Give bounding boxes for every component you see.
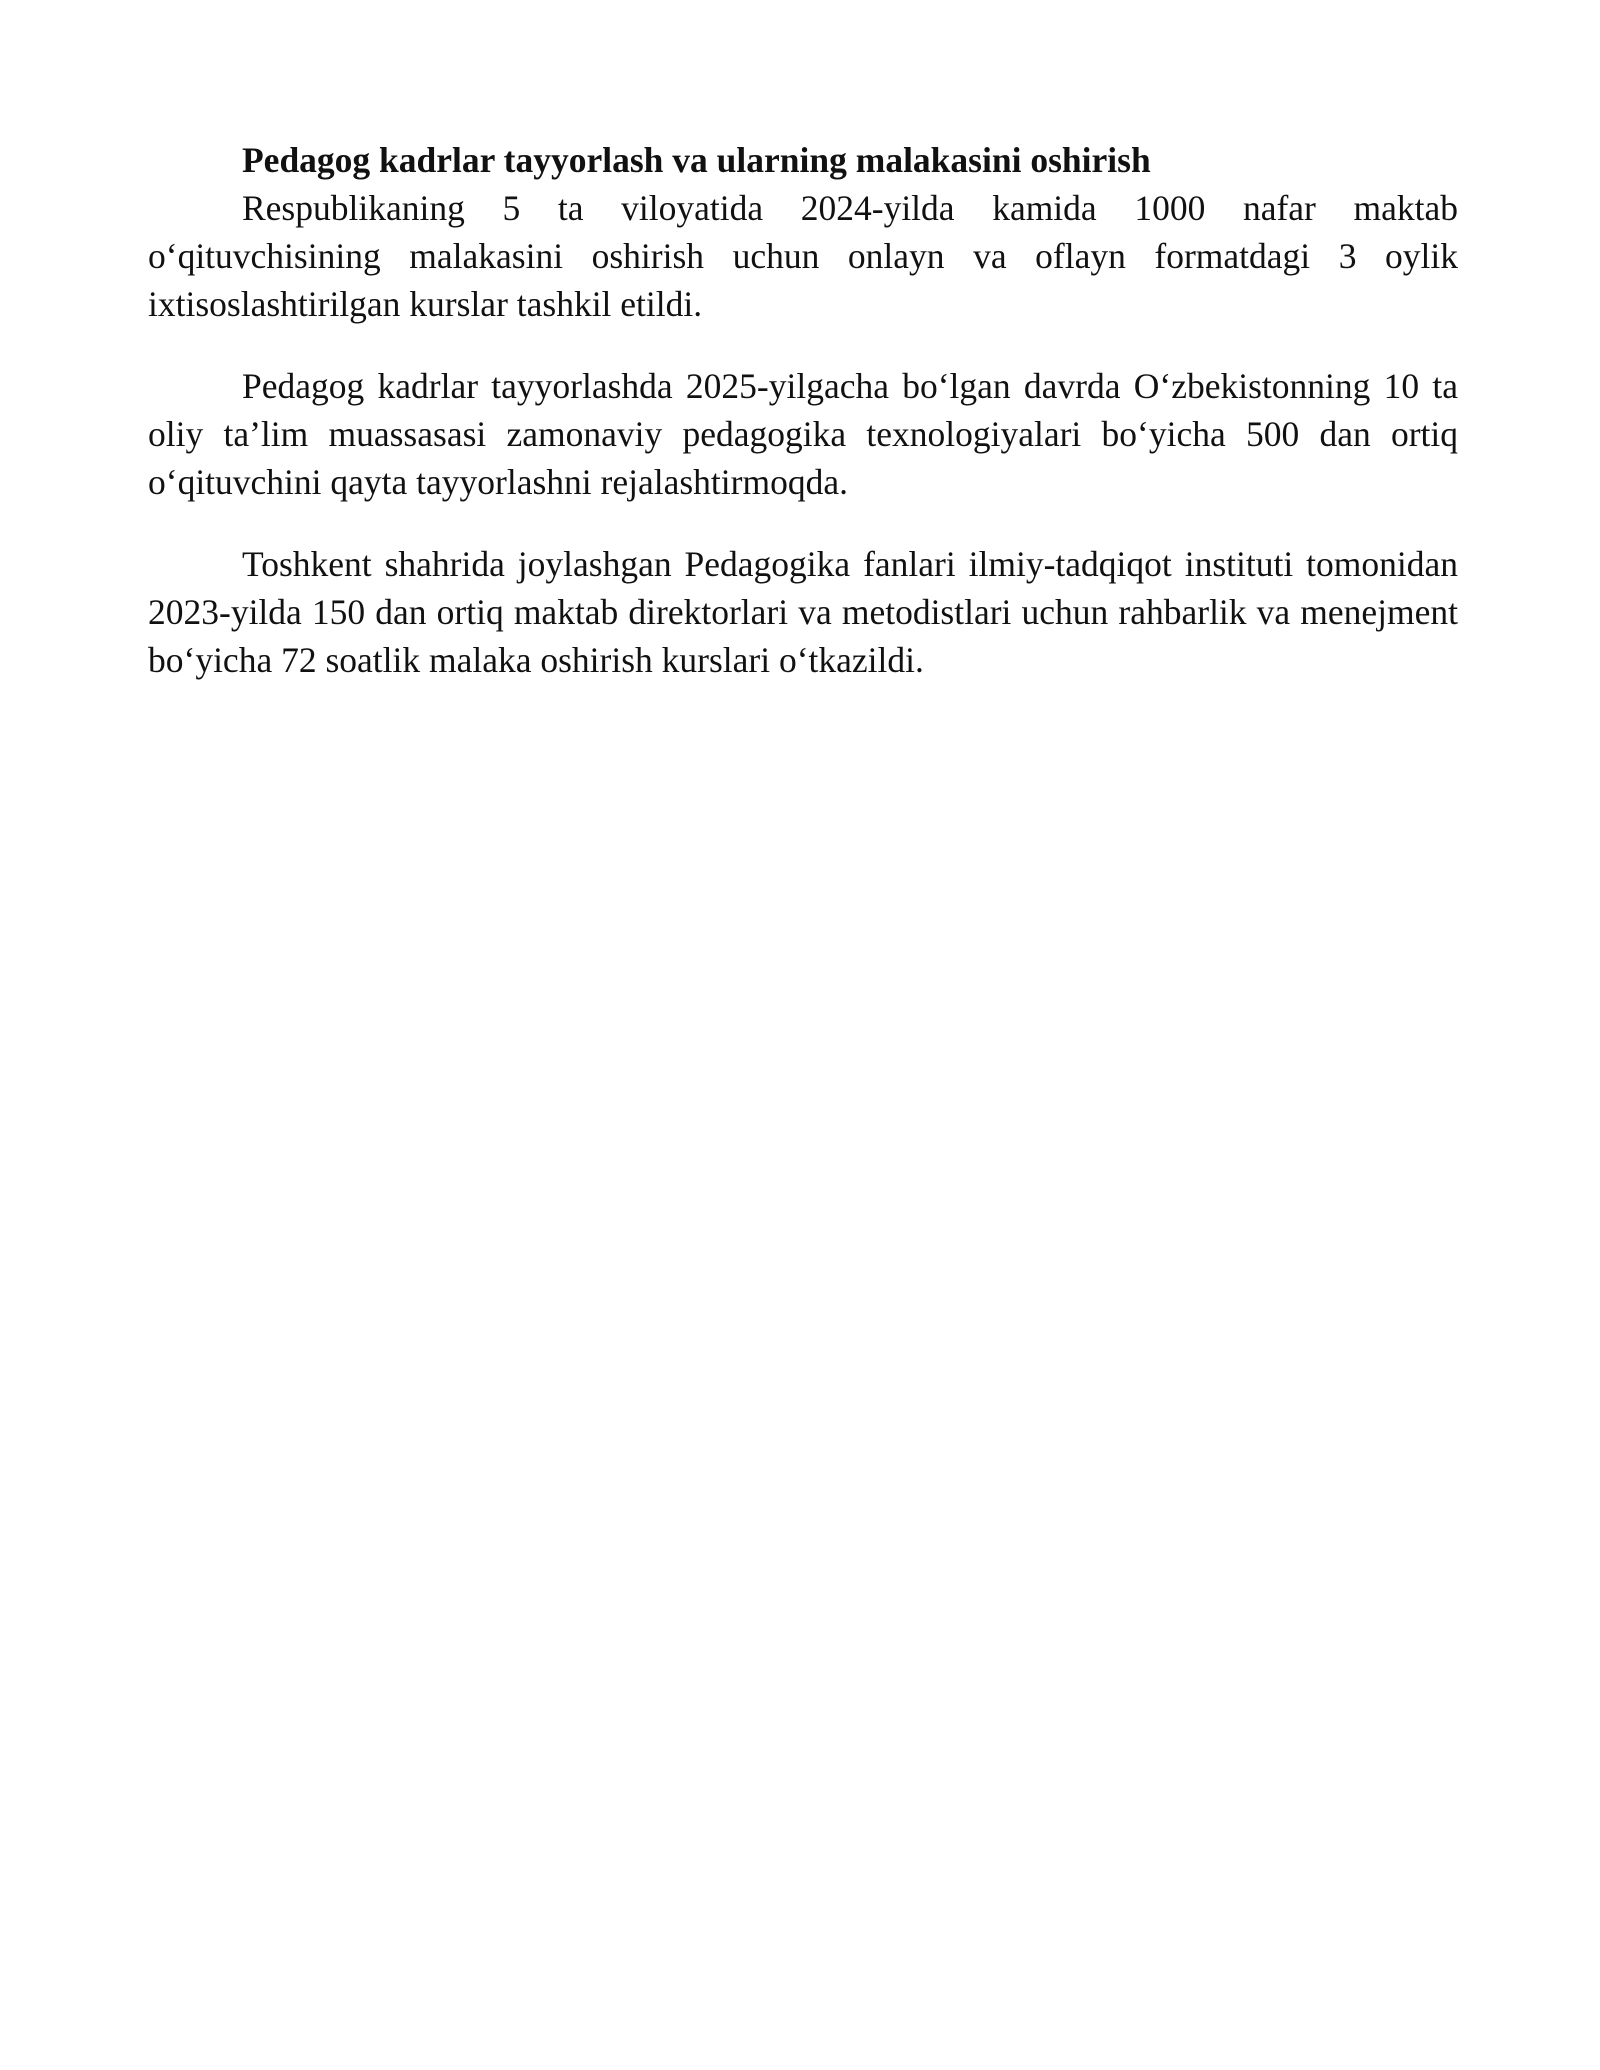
- document-body: [148, 136, 1458, 684]
- paragraph-1: Respublikaning 5 ta viloyatida 2024-yilda kamida 1000 nafar maktab o‘qituvchisining malakasini oshirish uchun onlayn va oflayn formatdagi 3 oylik ixtisoslashtirilgan kurslar tashkil etildi.: [148, 188, 1458, 324]
- paragraph-3: Toshkent shahrida joylashgan Pedagogika fanlari ilmiy-tadqiqot instituti tomonidan 2023-yilda 150 dan ortiq maktab direktorlari va metodistlari uchun rahbarlik va menejment bo‘yicha 72 soatlik malaka oshirish kurslari o‘tkazildi.: [148, 544, 1458, 680]
- paragraph-2: Pedagog kadrlar tayyorlashda 2025-yilgacha bo‘lgan davrda O‘zbekistonning 10 ta oliy ta’lim muassasasi zamonaviy pedagogika texnologiyalari bo‘yicha 500 dan ortiq o‘qituvchini qayta tayyorlashni rejalashtirmoqda.: [148, 366, 1458, 502]
- section-heading: Pedagog kadrlar tayyorlash va ularning malakasini oshirish: [242, 140, 1151, 180]
